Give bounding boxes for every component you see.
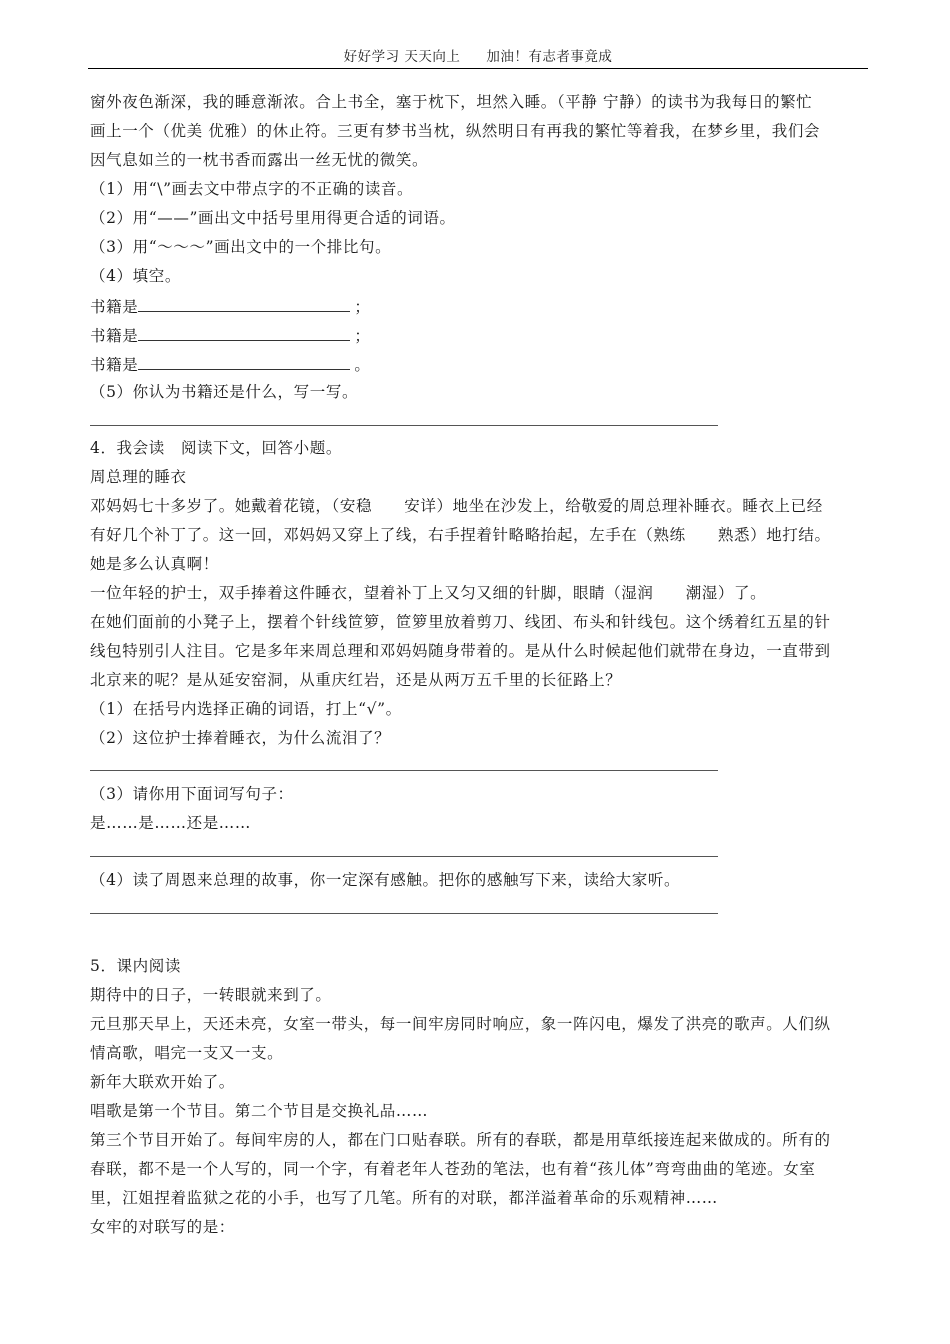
s5-heading: 5．课内阅读 xyxy=(90,957,181,975)
s4-question-4: （4）读了周恩来总理的故事，你一定深有感触。把你的感触写下来，读给大家听。 xyxy=(90,871,681,889)
s3-paragraph-line-3: 因气息如兰的一枕书香而露出一丝无忧的微笑。 xyxy=(90,151,429,169)
s5-paragraph-line-4: 新年大联欢开始了。 xyxy=(90,1073,235,1091)
header-right-motto: 加油！有志者事竟成 xyxy=(486,49,613,65)
s4-paragraph-line-5: 在她们面前的小凳子上，摆着个针线笸箩，笸箩里放着剪刀、线团、布头和针线包。这个绣着红五星的针 xyxy=(90,613,831,631)
s4-title: 周总理的睡衣 xyxy=(90,468,187,486)
s4-paragraph-line-7: 北京来的呢？是从延安窑洞，从重庆红岩，还是从两万五千里的长征路上？ xyxy=(90,671,622,689)
s4-paragraph-line-4: 一位年轻的护士，双手捧着这件睡衣，望着补丁上又匀又细的针脚，眼睛（湿润 潮湿）了。 xyxy=(90,584,767,602)
fill-blank-3[interactable] xyxy=(138,353,350,370)
s4-question-3: （3）请你用下面词写句子： xyxy=(90,785,294,803)
s3-question-5: （5）你认为书籍还是什么，写一写。 xyxy=(90,383,359,401)
s3-paragraph-line-2: 画上一个（优美 优雅）的休止符。三更有梦书当枕，纵然明日有再我的繁忙等着我，在梦乡里，我们会 xyxy=(90,122,821,140)
fill-blank-1[interactable] xyxy=(138,295,350,312)
fill-label: 书籍是 xyxy=(90,327,139,345)
s3-fill-row-2 xyxy=(90,324,370,346)
s3-question-3: （3）用“～～～”画出文中的一个排比句。 xyxy=(90,238,392,256)
s4-paragraph-line-3: 她是多么认真啊！ xyxy=(90,555,219,573)
s3-paragraph-line-1: 窗外夜色渐深，我的睡意渐浓。合上书全，塞于枕下，坦然入睡。（平静 宁静）的读书为我每日的繁忙 xyxy=(90,93,813,111)
fill-label: 书籍是 xyxy=(90,298,139,316)
fill-end: ； xyxy=(354,327,371,345)
s3-question-1: （1）用“\”画去文中带点字的不正确的读音。 xyxy=(90,180,414,198)
s4-paragraph-line-2: 有好几个补丁了。这一回，邓妈妈又穿上了线，右手捏着针略略抬起，左手在（熟练 熟悉）地打结。 xyxy=(90,526,831,544)
s3-question-4: （4）填空。 xyxy=(90,267,181,285)
s5-paragraph-line-8: 里，江姐捏着监狱之花的小手，也写了几笔。所有的对联，都洋溢着革命的乐观精神…… xyxy=(90,1189,718,1207)
s4-question-3-words: 是……是……还是…… xyxy=(90,814,252,832)
header-left-motto: 好好学习 天天向上 xyxy=(343,49,461,65)
fill-end: ； xyxy=(354,298,371,316)
s5-paragraph-line-2: 元旦那天早上，天还未亮，女室一带头，每一间牢房同时响应，象一阵闪电，爆发了洪亮的歌声。人们纵 xyxy=(90,1015,831,1033)
page-header xyxy=(88,46,868,69)
s3-fill-row-3 xyxy=(90,353,370,375)
s3-question-2: （2）用“——”画出文中括号里用得更合适的词语。 xyxy=(90,209,456,227)
s5-paragraph-line-7: 春联，都不是一个人写的，同一个字，有着老年人苍劲的笔法，也有着“孩儿体”弯弯曲曲的笔迹。女室 xyxy=(90,1160,816,1178)
s4-paragraph-line-6: 线包特别引人注目。它是多年来周总理和邓妈妈随身带着的。是从什么时候起他们就带在身边，一直带到 xyxy=(90,642,831,660)
s5-paragraph-line-6: 第三个节目开始了。每间牢房的人，都在门口贴春联。所有的春联，都是用草纸接连起来做成的。所有的 xyxy=(90,1131,831,1149)
fill-label: 书籍是 xyxy=(90,356,139,374)
answer-line-s4-q3[interactable] xyxy=(90,856,718,857)
s4-heading: 4．我会读 阅读下文，回答小题。 xyxy=(90,439,342,457)
s4-question-2: （2）这位护士捧着睡衣，为什么流泪了？ xyxy=(90,729,391,747)
s5-paragraph-line-3: 情高歌，唱完一支又一支。 xyxy=(90,1044,284,1062)
s3-fill-row-1 xyxy=(90,295,370,317)
s4-question-1: （1）在括号内选择正确的词语，打上“√”。 xyxy=(90,700,402,718)
s4-paragraph-line-1: 邓妈妈七十多岁了。她戴着花镜，（安稳 安详）地坐在沙发上，给敬爱的周总理补睡衣。睡衣上已经 xyxy=(90,497,823,515)
s5-paragraph-line-5: 唱歌是第一个节目。第二个节目是交换礼品…… xyxy=(90,1102,429,1120)
fill-end: 。 xyxy=(354,356,371,374)
answer-line-s3-q5[interactable] xyxy=(90,425,718,426)
s5-paragraph-line-1: 期待中的日子，一转眼就来到了。 xyxy=(90,986,332,1004)
fill-blank-2[interactable] xyxy=(138,324,350,341)
answer-line-s4-q4[interactable] xyxy=(90,913,718,914)
s5-paragraph-line-9: 女牢的对联写的是： xyxy=(90,1218,235,1236)
answer-line-s4-q2[interactable] xyxy=(90,770,718,771)
